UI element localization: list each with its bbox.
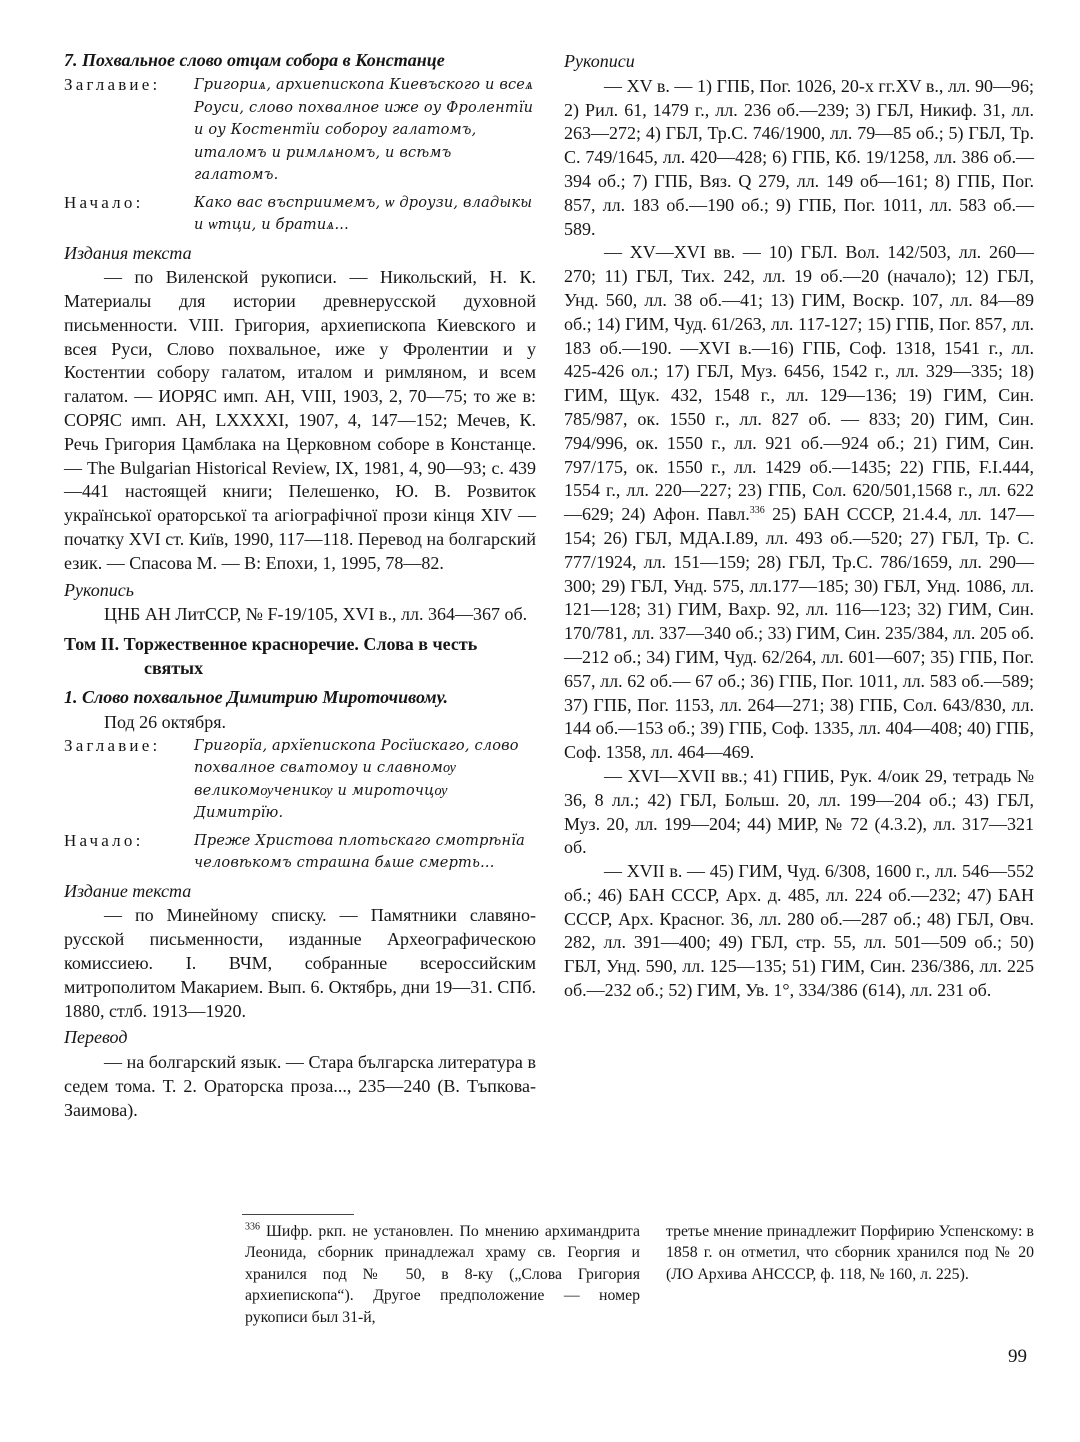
section-date: Под 26 октября. <box>104 711 226 732</box>
zaglavie-value: Григорїа, архїепископа Росїискаго, слово похвалное свѧтомоу и славномѹ великомѹченикѹ и мироточцѹ Димитрїю. <box>194 737 519 822</box>
nachalo-value: Како вас въсприимемъ, ѡ дроузи, владыкы и ѡтци, и братиѧ... <box>194 194 533 233</box>
rukopis-text: ЦНБ АН ЛитССР, № F-19/105, XVI в., лл. 364—367 об. <box>104 604 528 625</box>
manuscripts-xv: — XV в. — 1) ГПБ, Пог. 1026, 20-х гг.XV в., лл. 90—96; 2) Рил. 61, 1479 г., лл. 236 об.—239; 3) ГБЛ, Никиф. 31, лл. 263—272; 4) ГБЛ, Тр.С. 746/1900, лл. 79—85 об.; 5) ГБЛ, Тр. С. 749/1645, лл. 420—428; 6) ГПБ, Кб. 19/1258, лл. 386 об.—394 об.; 7) ГПБ, Вяз. Q 279, лл. 149 об—161; 8) ГПБ, Пог. 857, лл. 183 об.—190 об.; 9) ГПБ, Пог. 1011, лл. 583 об.—589. <box>564 75 1034 239</box>
nachalo-label: Начало: <box>64 830 144 850</box>
manuscripts-xvii: — XVII в. — 45) ГИМ, Чуд. 6/308, 1600 г., лл. 546—552 об.; 46) БАН СССР, Арх. д. 485, лл. 224 об.—232; 47) БАН СССР, Арх. Красног. 36, лл. 280 об.—287 об.; 48) ГБЛ, Овч. 282, лл. 391—400; 49) ГБЛ, стр. 55, лл. 501—509 об.; 50) ГБЛ, Унд. 590, лл. 125—135; 51) ГИМ, Син. 236/386, лл. 225 об.—232 об.; 52) ГИМ, Ув. 1°, 334/386 (614), лл. 231 об. <box>564 861 1034 1001</box>
manuscripts-xv-xvi-part2: 25) БАН СССР, 21.4.4, лл. 147—154; 26) ГБЛ, МДА.I.89, лл. 493 об.—520; 27) ГБЛ, Тр. С. 777/1924, лл. 151—159; 28) ГБЛ, Тр.С. 786/1659, лл. 290—300; 29) ГБЛ, Унд. 575, лл.177—185; 30) ГБЛ, Унд. 1086, лл. 121—128; 31) ГИМ, Вахр. 92, лл. 116—123; 32) ГИМ, Син. 170/781, лл. 337—340 об.; 33) ГИМ, Син. 235/384, лл. 205 об.—212 об.; 34) ГИМ, Чуд. 62/264, лл. 601—607; 35) ГПБ, Пог. 657, лл. 62 об.— 67 об.; 36) ГПБ, Пог. 1011, лл. 583 об.—589; 37) ГПБ, Пог. 1153, лл. 264—271; 38) ГПБ, Сол. 643/830, лл. 144 об.—153 об.; 39) ГПБ, Соф. 1335, лл. 404—408; 40) ГПБ, Соф. 1358, лл. 464—469. <box>564 504 1034 763</box>
izdaniya-heading: Издания текста <box>64 242 192 263</box>
left-column <box>64 48 536 1123</box>
izdanie-heading: Издание текста <box>64 880 192 901</box>
manuscripts-xv-xvi-part1: — XV—XVI вв. — 10) ГБЛ. Вол. 142/503, лл. 260—270; 11) ГБЛ, Тих. 242, лл. 19 об.—20 (начало); 12) ГБЛ, Унд. 560, лл. 38 об.—41; 13) ГИМ, Воскр. 107, лл. 84—89 об.; 14) ГИМ, Чуд. 61/263, лл. 117-127; 15) ГПБ, Пог. 857, лл. 183 об.—190. —XVI в.—16) ГПБ, Соф. 1318, 1541 г., лл. 425-426 ол.; 17) ГБЛ, Муз. 6456, 1542 г., лл. 329—335; 18) ГИМ, Щук. 432, 1548 г., лл. 129—136; 19) ГИМ, Син. 785/987, ок. 1550 г., лл. 827 об. — 833; 20) ГИМ, Син. 794/996, ок. 1550 г., лл. 921 об.—924 об.; 21) ГИМ, Син. 797/175, ок. 1550 г., лл. 1429 об.—1435; 22) ГПБ, F.I.444, 1554 г., лл. 220—227; 23) ГПБ, Сол. 620/501,1568 г., лл. 622—629; 24) Афон. Павл. <box>564 242 1034 525</box>
footnote-text-left: Шифр. ркп. не установлен. По мнению архимандрита Леонида, сборник принадлежал храму св. Георгия и хранился под № 50, в 8-ку („Слова Григория архиепископа“). Другое предположение — номер рукописи был 31-й, <box>245 1223 640 1326</box>
nachalo-row-2 <box>64 830 536 875</box>
perevod-heading: Перевод <box>64 1027 128 1048</box>
nachalo-label: Начало: <box>64 192 144 212</box>
right-column <box>564 48 1034 1003</box>
izdanie-text: — по Минейному списку. — Памятники славяно-русской письменности, изданные Археографическою комиссиею. I. ВЧМ, собранные всероссийским митрополитом Макарием. Вып. 6. Октябрь, дни 19—31. СПб. 1880, стлб. 1913—1920. <box>64 905 536 1021</box>
zaglavie-value: Григориѧ, архиепископа Киевъского и всеѧ Роуси, слово похвалное иже оу Фролентїи и оу Костентїи соборoу галатомъ, италомъ и римлѧномъ, и всѣмъ галатомъ. <box>194 77 534 183</box>
footnote-number: 336 <box>245 1221 260 1233</box>
page-number: 99 <box>1008 1346 1027 1367</box>
manuscripts-xv-xvi <box>564 241 1034 765</box>
nachalo-row-1 <box>64 192 536 237</box>
zaglavie-label: Заглавие: <box>64 75 161 94</box>
zaglavie-row-2 <box>64 735 536 825</box>
nachalo-value: Преже Христова плотьскаго смотрѣнїа человѣкомъ страшна бѧше смерть... <box>194 832 525 872</box>
rukopisi-heading: Рукописи <box>564 51 635 71</box>
footnote-ref[interactable]: 336 <box>749 505 765 517</box>
zaglavie-row-1 <box>64 74 536 187</box>
footnote-divider <box>242 1214 354 1215</box>
rukopis-heading: Рукопись <box>64 579 134 600</box>
izdaniya-text: — по Виленской рукописи. — Никольский, Н. К. Материалы для истории древнерусской духовной письменности. VIII. Григория, архиепископа Киевского и всея Руси, Слово похвальное, иже у Фролентии и у Костентии собору галатом, италом и римлянoм, и всем галатом. — ИОРЯС имп. АН, VIII, 1903, 2, 70—75; то же в: СОРЯС имп. АН, LXXXXI, 1907, 4, 147—152; Мечев, К. Речь Григория Цамблака на Церковном соборе в Констанце. — The Bulgarian Historical Review, IX, 1981, 4, 90—93; с. 439—441 настоящей книги; Пелешенко, Ю. В. Розвиток української ораторської та агіографічної прози кінця XIV — початку XVI ст. Київ, 1990, 117—118. Перевод на болгарский език. — Спасова М. — В: Епохи, 1, 1995, 78—82. <box>64 267 536 573</box>
perevod-text: — на болгарский язык. — Стара българска литература в седем тома. Т. 2. Ораторска проза..., 235—240 (В. Тъпкова-Заимова). <box>64 1052 536 1120</box>
section-title-1: 1. Слово похвальное Димитрию Мироточивому. <box>64 686 448 707</box>
tom-heading: Том II. Торжественное красноречие. Слова в честь святых <box>64 634 478 679</box>
manuscripts-xvi-xvii: — XVI—XVII вв.; 41) ГПИБ, Рук. 4/оик 29, тетрадь № 36, 8 лл.; 42) ГБЛ, Больш. 20, лл. 199—204 об.; 43) ГБЛ, Муз. 20, лл. 199—204; 44) МИР, № 72 (4.3.2), лл. 317—321 об. <box>564 765 1034 858</box>
footnote-right: третье мнение принадлежит Порфирию Успенскому: в 1858 г. он отметил, что сборник хранился под № 20 (ЛО Архива АНСССР, ф. 118, № 160, л. 225). <box>666 1223 1034 1283</box>
zaglavie-label: Заглавие: <box>64 735 161 755</box>
section-title-7: 7. Похвальное слово отцам собора в Констанце <box>64 50 445 70</box>
footnote-left <box>245 1221 640 1328</box>
